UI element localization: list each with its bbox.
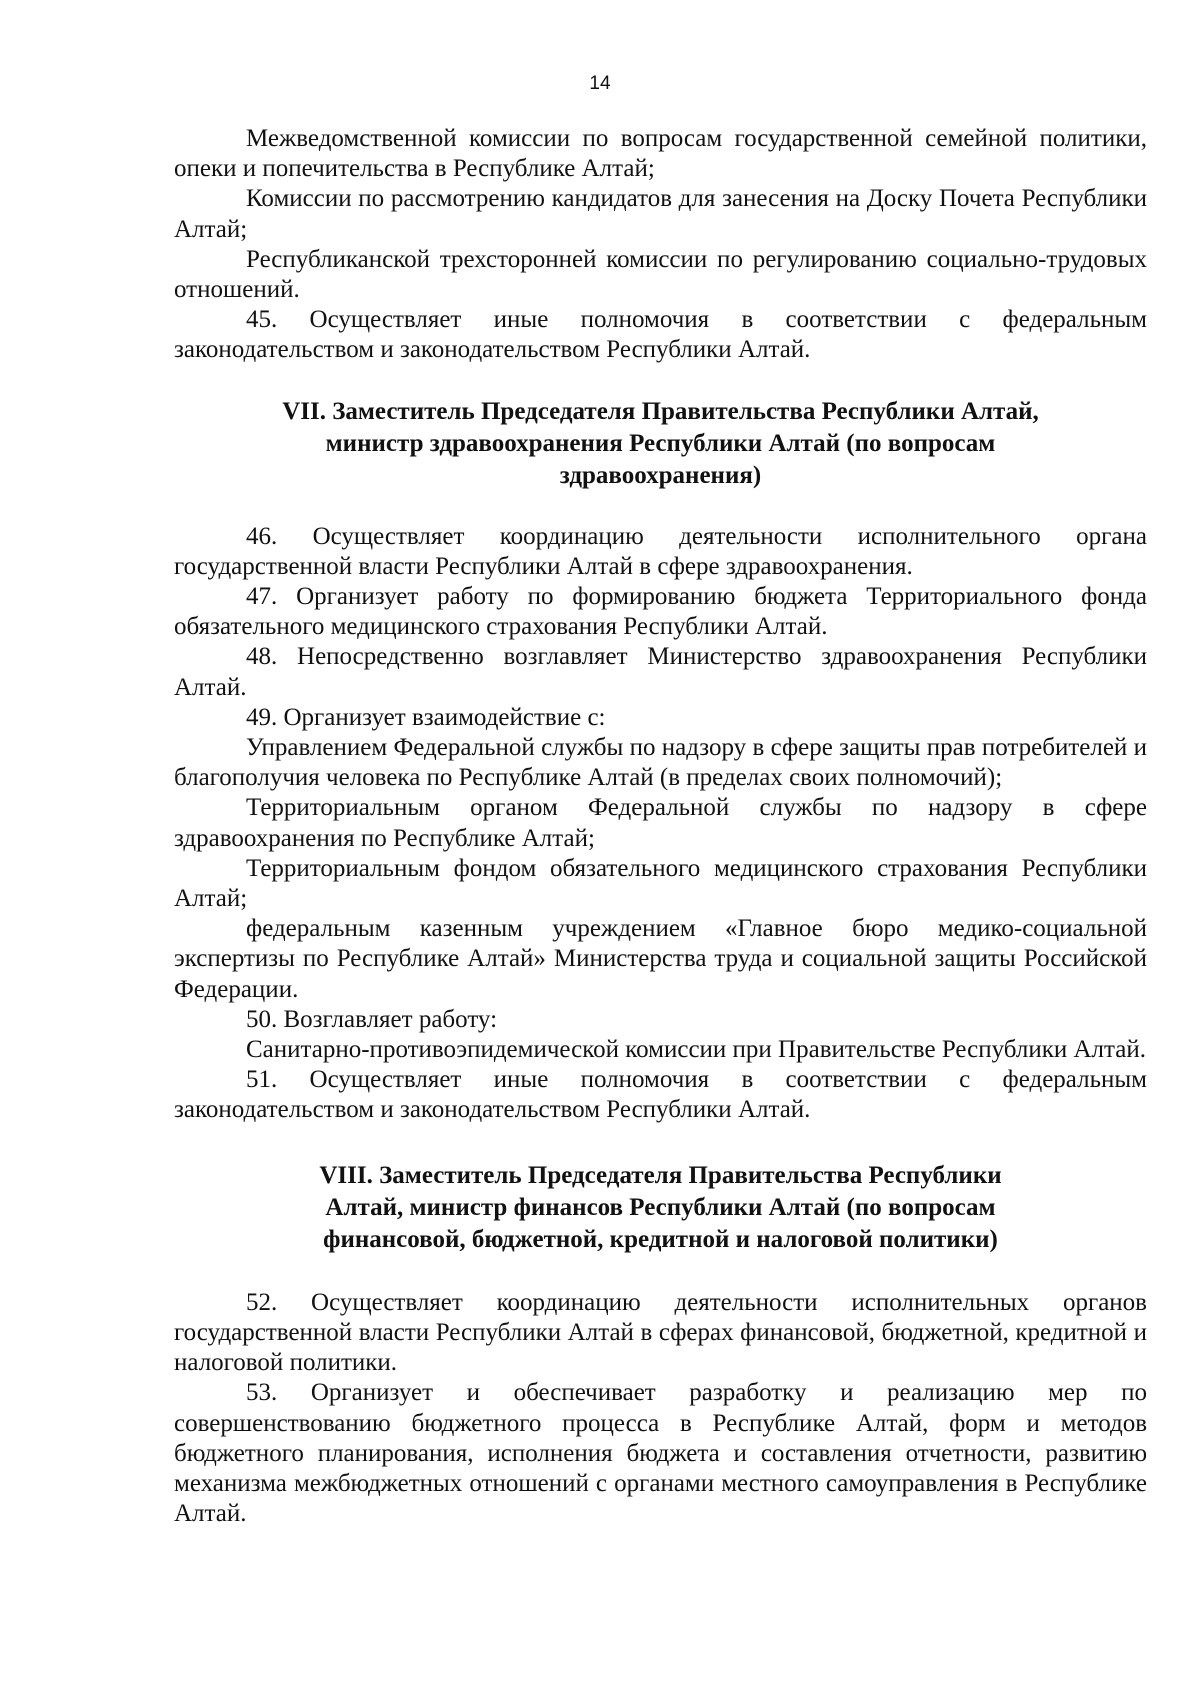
heading-line: министр здравоохранения Республики Алтай (по вопросам (325, 429, 996, 457)
paragraph: 49. Организует взаимодействие с: (246, 703, 606, 731)
paragraph: 52. Осуществляет координацию деятельности исполнительных органов государственной власти Республики Алтай в сферах финансовой, бюджетной, кредитной и налоговой политики. (174, 1288, 1147, 1377)
heading-line: VIII. Заместитель Председателя Правительства Республики (319, 1161, 1002, 1189)
paragraph: Республиканской трехсторонней комиссии по регулированию социально-трудовых отношений. (174, 245, 1147, 304)
heading-line: Алтай, министр финансов Республики Алтай (по вопросам (325, 1193, 996, 1221)
paragraph: 48. Непосредственно возглавляет Министерство здравоохранения Республики Алтай. (174, 643, 1147, 701)
paragraph: 45. Осуществляет иные полномочия в соответствии с федеральным законодательством и законодательством Республики Алтай. (174, 306, 1147, 364)
section-heading-viii (174, 1160, 1147, 1256)
paragraph: 50. Возглавляет работу: (246, 1005, 498, 1033)
paragraph: Территориальным органом Федеральной службы по надзору в сфере здравоохранения по Республике Алтай; (174, 794, 1147, 852)
paragraph: 51. Осуществляет иные полномочия в соответствии с федеральным законодательством и законодательством Республики Алтай. (174, 1066, 1147, 1124)
paragraph: 46. Осуществляет координацию деятельности исполнительного органа государственной власти Республики Алтай в сфере здравоохранения. (174, 522, 1147, 580)
heading-line: финансовой, бюджетной, кредитной и налоговой политики) (323, 1225, 998, 1253)
heading-line: VII. Заместитель Председателя Правительства Республики Алтай, (282, 397, 1039, 425)
paragraph: Межведомственной комиссии по вопросам государственной семейной политики, опеки и попечительства в Республике Алтай; (174, 125, 1147, 183)
document-body (174, 124, 1147, 1529)
page-number: 14 (589, 73, 611, 94)
paragraph: Управлением Федеральной службы по надзору в сфере защиты прав потребителей и благополучия человека по Республике Алтай (в пределах своих полномочий); (174, 734, 1147, 792)
paragraph: Санитарно-противоэпидемической комиссии при Правительстве Республики Алтай. (246, 1036, 1146, 1064)
paragraph: федеральным казенным учреждением «Главное бюро медико-социальной экспертизы по Республике Алтай» Министерства труда и социальной защиты Российской Федерации. (174, 915, 1147, 1003)
section-heading-vii (174, 396, 1147, 492)
paragraph: Территориальным фондом обязательного медицинского страхования Республики Алтай; (174, 854, 1147, 913)
paragraph: Комиссии по рассмотрению кандидатов для занесения на Доску Почета Республики Алтай; (174, 185, 1147, 243)
paragraph: 53. Организует и обеспечивает разработку и реализацию мер по совершенствованию бюджетного процесса в Республике Алтай, форм и методов бюджетного планирования, исполнения бюджета и составления отчетности, развитию механизма межбюджетных отношений с органами местного самоуправления в Республике Алтай. (174, 1379, 1147, 1528)
paragraph: 47. Организует работу по формированию бюджета Территориального фонда обязательного медицинского страхования Республики Алтай. (174, 583, 1147, 641)
heading-line: здравоохранения) (559, 461, 762, 489)
